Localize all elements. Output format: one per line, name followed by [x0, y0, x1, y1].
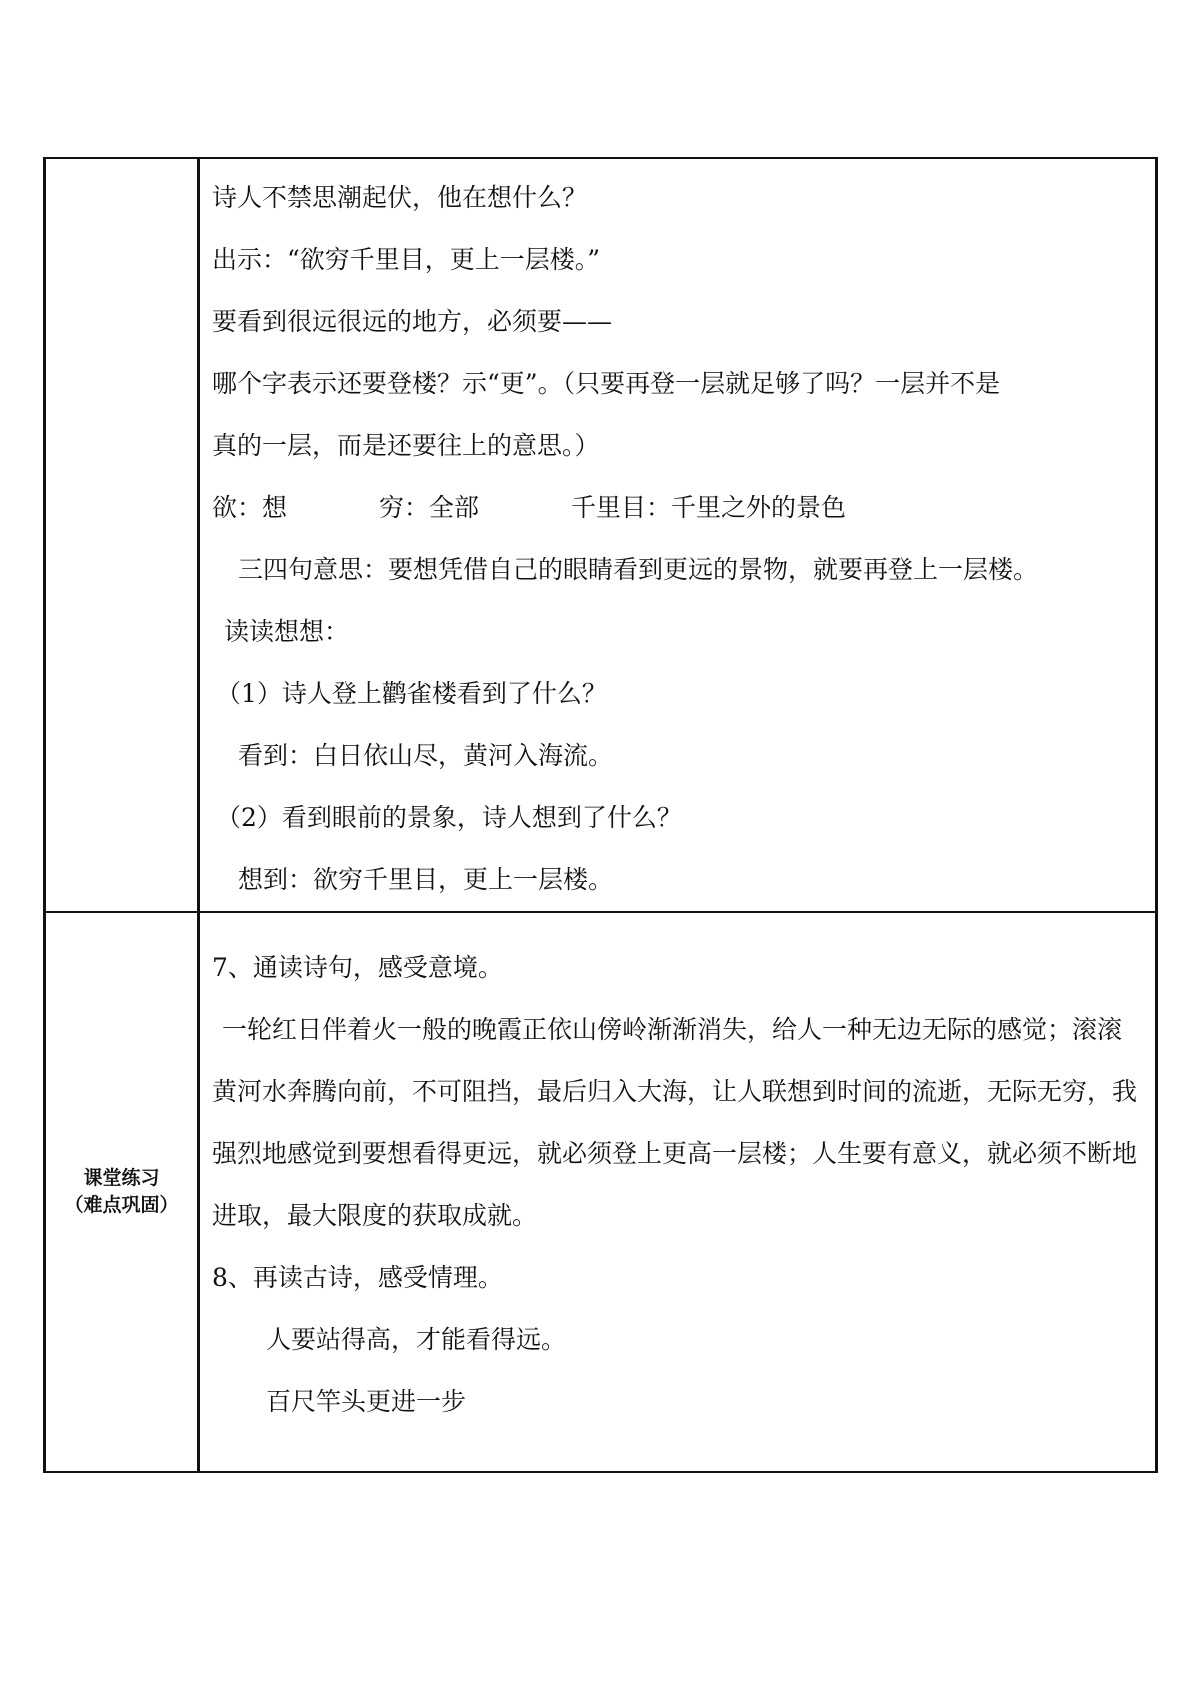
- row-label-subtitle: （难点巩固）: [64, 1194, 179, 1216]
- table-row: [45, 158, 1157, 912]
- definition-qianlimu: 千里目：千里之外的景色: [571, 493, 847, 522]
- text-line: 要看到很远很远的地方，必须要——: [212, 307, 613, 336]
- read-think-heading: 读读想想：: [224, 617, 350, 646]
- text-line: 真的一层，而是还要往上的意思。）: [212, 431, 600, 460]
- description-paragraph: 一轮红日伴着火一般的晚霞正依山傍岭渐渐消失，给人一种无边无际的感觉；滚滚黄河水奔腾向前，不可阻挡，最后归入大海，让人联想到时间的流逝，无际无穷，我强烈地感觉到要想看得更远，就必须登上更高一层楼；人生要有意义，就必须不断地进取，最大限度的获取成就。: [212, 1015, 1138, 1230]
- definition-qiong: 穷：全部: [379, 493, 480, 522]
- text-line: 出示：“欲穷千里目，更上一层楼。”: [212, 245, 601, 274]
- row-label: [45, 912, 199, 1472]
- text-line: 诗人不禁思潮起伏，他在想什么？: [212, 183, 588, 212]
- content-cell: [199, 158, 1157, 912]
- meaning-line: 三四句意思：要想凭借自己的眼睛看到更远的景物，就要再登上一层楼。: [238, 555, 1039, 584]
- content-cell: [199, 912, 1157, 1472]
- definitions-line: [212, 477, 1145, 539]
- row-label-title: 课堂练习: [83, 1167, 160, 1189]
- question-1: （1）诗人登上鹳雀楼看到了什么？: [216, 679, 607, 708]
- maxim-line: 百尺竿头更进一步: [266, 1387, 467, 1416]
- question-2: （2）看到眼前的景象，诗人想到了什么？: [216, 803, 682, 832]
- text-line: 哪个字表示还要登楼？示“更”。（只要再登一层就足够了吗？一层并不是: [212, 369, 1001, 398]
- maxim-line: 人要站得高，才能看得远。: [266, 1325, 567, 1354]
- answer-1: 看到：白日依山尽，黄河入海流。: [238, 741, 614, 770]
- answer-2: 想到：欲穷千里目，更上一层楼。: [238, 865, 614, 894]
- table-row: [45, 912, 1157, 1472]
- row-label-empty: [45, 158, 199, 912]
- lesson-table: [43, 157, 1158, 1473]
- step-8-heading: 8、再读古诗，感受情理。: [212, 1263, 503, 1292]
- step-7-heading: 7、通读诗句，感受意境。: [212, 953, 503, 982]
- definition-yu: 欲：想: [212, 493, 288, 522]
